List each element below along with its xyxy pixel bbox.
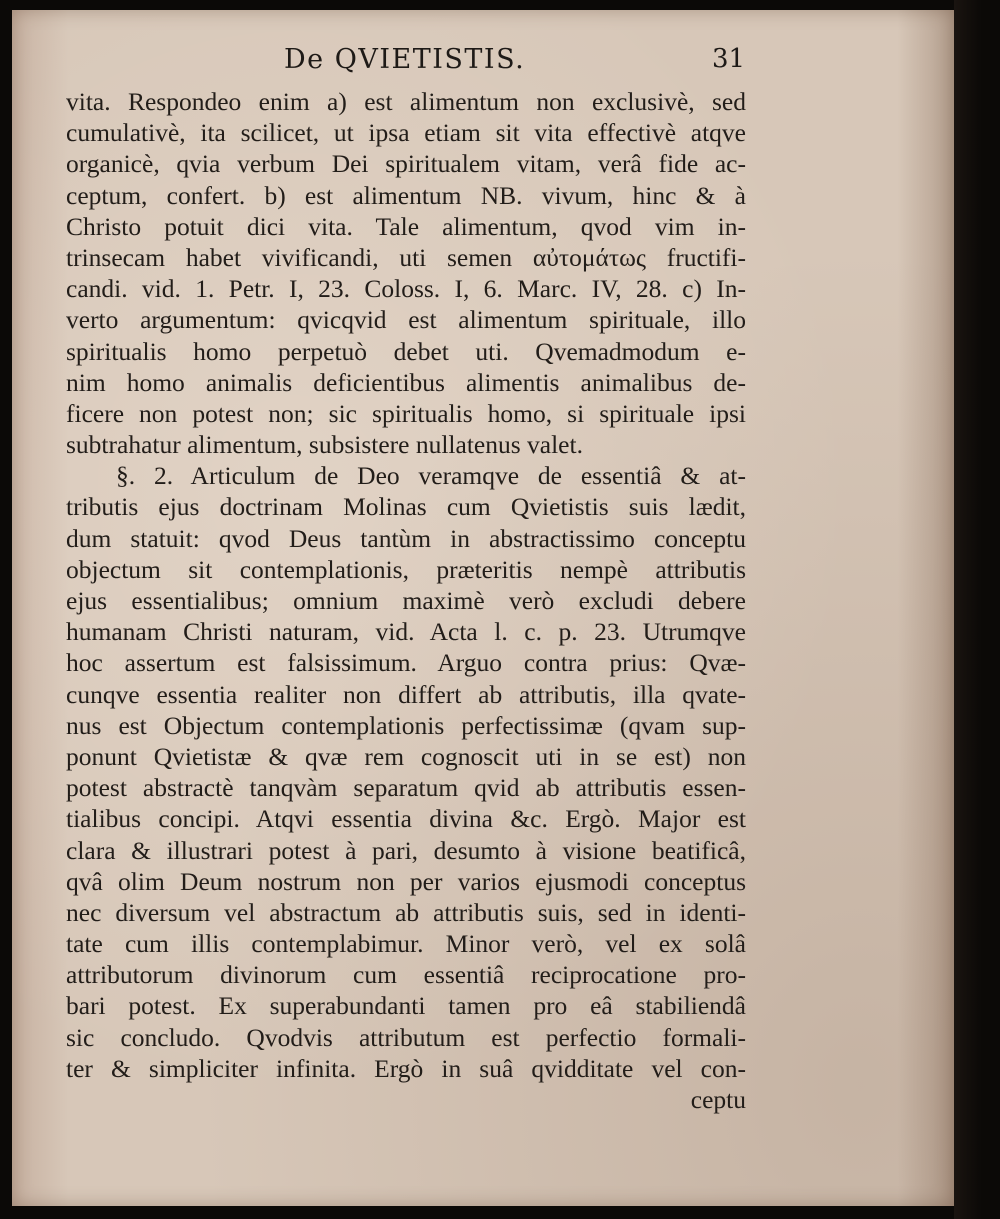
text-line: nus est Objectum contemplationis perfectissimæ (qvam sup- <box>66 710 746 740</box>
text-line: nec diversum vel abstractum ab attributis suis, sed in identi- <box>66 897 746 927</box>
text-line: ficere non potest non; sic spiritualis homo, si spirituale ipsi <box>66 398 746 428</box>
scan-margin <box>954 0 1000 1219</box>
text-line: attributorum divinorum cum essentiâ reciprocatione pro- <box>66 960 746 990</box>
book-page <box>12 10 954 1206</box>
text-line: ejus essentialibus; omnium maximè verò excludi debere <box>66 586 746 615</box>
text-line: nim homo animalis deficientibus alimentis animalibus de- <box>66 367 746 397</box>
text-line: ponunt Qvietistæ & qvæ rem cognoscit uti in se est) non <box>66 741 746 771</box>
text-line: candi. vid. 1. Petr. I, 23. Coloss. I, 6. Marc. IV, 28. c) In- <box>66 274 746 304</box>
text-line: dum statuit: qvod Deus tantùm in abstractissimo conceptu <box>66 523 746 553</box>
text-line: cumulativè, ita scilicet, ut ipsa etiam sit vita effectivè atqve <box>66 118 746 148</box>
text-line: ter & simpliciter infinita. Ergò in suâ qvidditate vel con- <box>66 1053 746 1083</box>
text-line: tialibus concipi. Atqvi essentia divina &c. Ergò. Major est <box>66 804 746 834</box>
text-line: verto argumentum: qvicqvid est alimentum spirituale, illo <box>66 305 746 335</box>
text-line: tate cum illis contemplabimur. Minor verò, vel ex solâ <box>66 929 746 959</box>
text-line: tributis ejus doctrinam Molinas cum Qvietistis suis lædit, <box>66 492 746 522</box>
text-line: bari potest. Ex superabundanti tamen pro eâ stabiliendâ <box>66 991 746 1021</box>
text-line: subtrahatur alimentum, subsistere nullatenus valet. <box>66 430 583 460</box>
text-line: objectum sit contemplationis, præteritis nempè attributis <box>66 554 746 584</box>
text-line: Christo potuit dici vita. Tale alimentum, qvod vim in- <box>66 211 746 241</box>
text-line: organicè, qvia verbum Dei spiritualem vitam, verâ fide ac- <box>66 149 746 179</box>
text-line: hoc assertum est falsissimum. Arguo contra prius: Qvæ- <box>66 648 746 678</box>
page-header <box>12 44 954 84</box>
text-line: potest abstractè tanqvàm separatum qvid ab attributis essen- <box>66 773 746 803</box>
text-line: sic concludo. Qvodvis attributum est perfectio formali- <box>66 1022 746 1052</box>
text-line: clara & illustrari potest à pari, desumto à visione beatificâ, <box>66 835 746 865</box>
text-line: vita. Respondeo enim a) est alimentum non exclusivè, sed <box>66 87 746 116</box>
text-line: trinsecam habet vivificandi, uti semen αὐτομάτως fructifi- <box>66 242 746 272</box>
section-heading-line: §. 2. Articulum de Deo veramqve de essentiâ & at- <box>116 461 746 491</box>
running-title: De QVIETISTIS. <box>284 44 526 75</box>
text-line: humanam Christi naturam, vid. Acta l. c. p. 23. Utrumqve <box>66 617 746 647</box>
page-number: 31 <box>712 44 746 74</box>
text-line: ceptum, confert. b) est alimentum NB. vivum, hinc & à <box>66 180 746 210</box>
text-line: qvâ olim Deum nostrum non per varios ejusmodi conceptus <box>66 866 746 896</box>
text-line: spiritualis homo perpetuò debet uti. Qvemadmodum e- <box>66 336 746 366</box>
text-line: cunqve essentia realiter non differt ab attributis, illa qvate- <box>66 679 746 709</box>
body-text <box>66 86 746 1115</box>
catchword: ceptu <box>690 1085 746 1114</box>
